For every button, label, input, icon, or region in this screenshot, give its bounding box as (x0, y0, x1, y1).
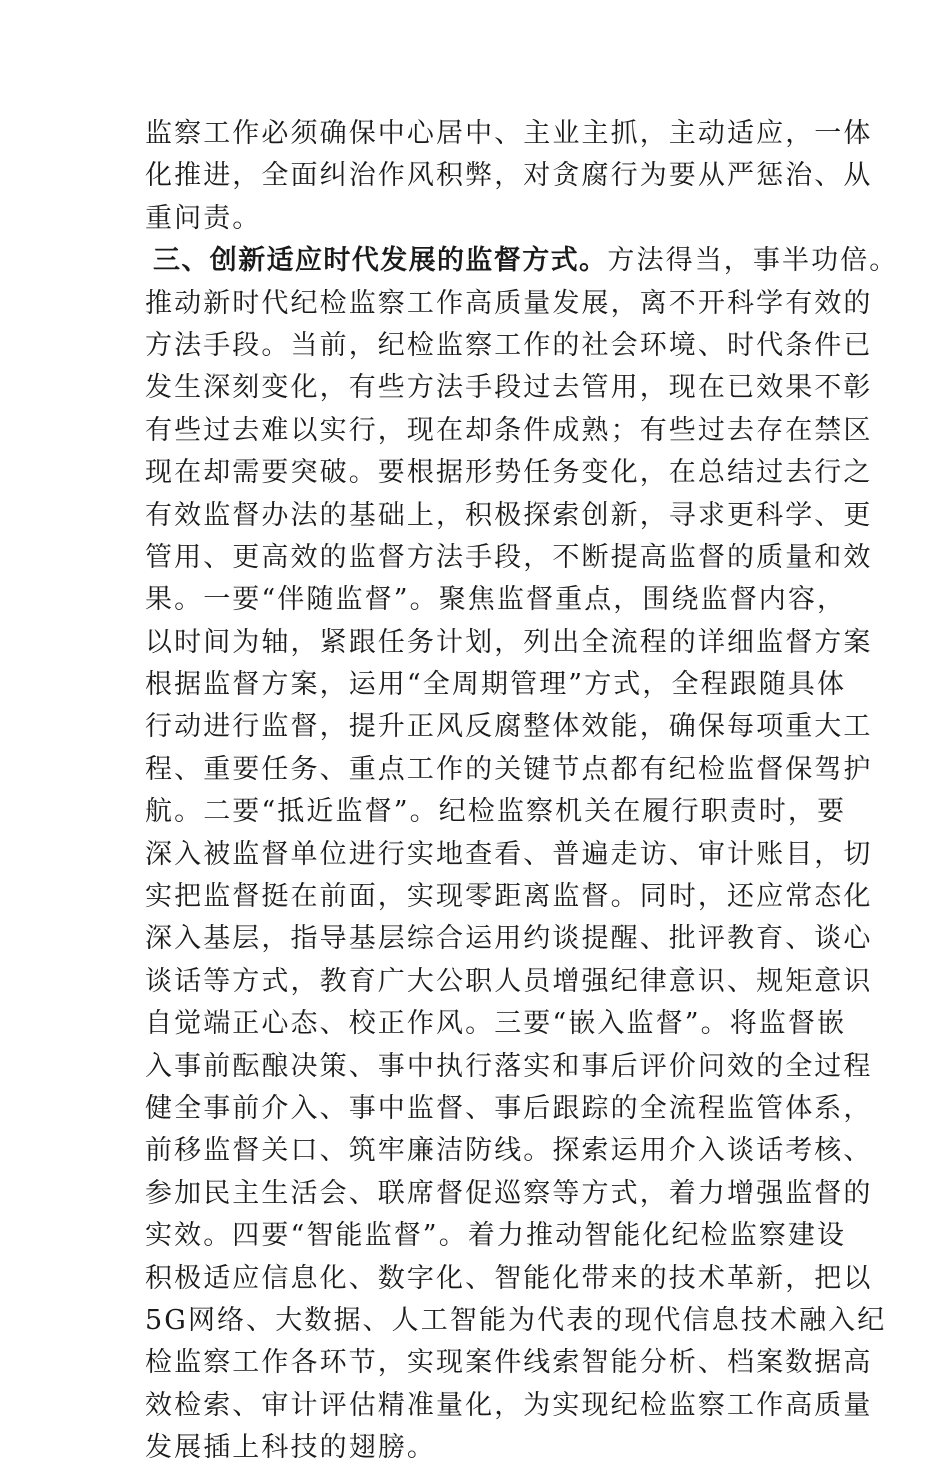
section-heading-line (145, 240, 899, 282)
section-heading: 三、创新适应时代发展的监督方式。 (153, 245, 608, 277)
text-line: 谈话等方式，教育广大公职人员增强纪律意识、规矩意识 (145, 965, 873, 997)
text-line: 方法手段。当前，纪检监察工作的社会环境、时代条件已 (145, 329, 873, 361)
text-line: 以时间为轴，紧跟任务计划，列出全流程的详细监督方案 (145, 626, 873, 658)
text-line: 发生深刻变化，有些方法手段过去管用，现在已效果不彰 (145, 372, 873, 404)
text-line: 自觉端正心态、校正作风。三要“嵌入监督”。将监督嵌 (145, 1008, 847, 1040)
text-line: 检监察工作各环节，实现案件线索智能分析、档案数据高 (145, 1347, 873, 1379)
body-text (145, 113, 899, 1470)
text-line: 程、重要任务、重点工作的关键节点都有纪检监督保驾护 (145, 753, 873, 785)
text-line: 发展插上科技的翅膀。 (145, 1432, 436, 1464)
text-line: 有些过去难以实行，现在却条件成熟；有些过去存在禁区 (145, 414, 873, 446)
text-line: 化推进，全面纠治作风积弊，对贪腐行为要从严惩治、从 (145, 160, 873, 192)
text-line: 现在却需要突破。要根据形势任务变化，在总结过去行之 (145, 457, 873, 489)
text-line: 有效监督办法的基础上，积极探索创新，寻求更科学、更 (145, 499, 873, 531)
text-line: 管用、更高效的监督方法手段，不断提高监督的质量和效 (145, 541, 873, 573)
text-line: 参加民主生活会、联席督促巡察等方式，着力增强监督的 (145, 1177, 873, 1209)
text-line: 果。一要“伴随监督”。聚焦监督重点，围绕监督内容， (145, 584, 847, 616)
text-line: 根据监督方案，运用“全周期管理”方式，全程跟随具体 (145, 669, 847, 701)
text-line: 推动新时代纪检监察工作高质量发展，离不开科学有效的 (145, 287, 873, 319)
text-line: 深入被监督单位进行实地查看、普遍走访、审计账目，切 (145, 838, 873, 870)
text-line: 健全事前介入、事中监督、事后跟踪的全流程监管体系， (145, 1092, 873, 1124)
text-line: 深入基层，指导基层综合运用约谈提醒、批评教育、谈心 (145, 923, 873, 955)
text-line: 实效。四要“智能监督”。着力推动智能化纪检监察建设 (145, 1220, 847, 1252)
text-line: 5G网络、大数据、人工智能为代表的现代信息技术融入纪 (145, 1304, 887, 1336)
text-line: 前移监督关口、筑牢廉洁防线。探索运用介入谈话考核、 (145, 1135, 873, 1167)
text-line: 监察工作必须确保中心居中、主业主抓，主动适应，一体 (145, 118, 873, 149)
text-line: 实把监督挺在前面，实现零距离监督。同时，还应常态化 (145, 881, 873, 913)
text-line: 入事前酝酿决策、事中执行落实和事后评价问效的全过程 (145, 1050, 873, 1082)
text-line: 积极适应信息化、数字化、智能化带来的技术革新，把以 (145, 1262, 873, 1294)
text-line: 效检索、审计评估精准量化，为实现纪检监察工作高质量 (145, 1389, 873, 1421)
text-line: 航。二要“抵近监督”。纪检监察机关在履行职责时，要 (145, 796, 847, 828)
text-line: 重问责。 (145, 202, 262, 234)
text-line: 行动进行监督，提升正风反腐整体效能，确保每项重大工 (145, 711, 873, 743)
text-line: 方法得当，事半功倍。 (607, 245, 899, 277)
